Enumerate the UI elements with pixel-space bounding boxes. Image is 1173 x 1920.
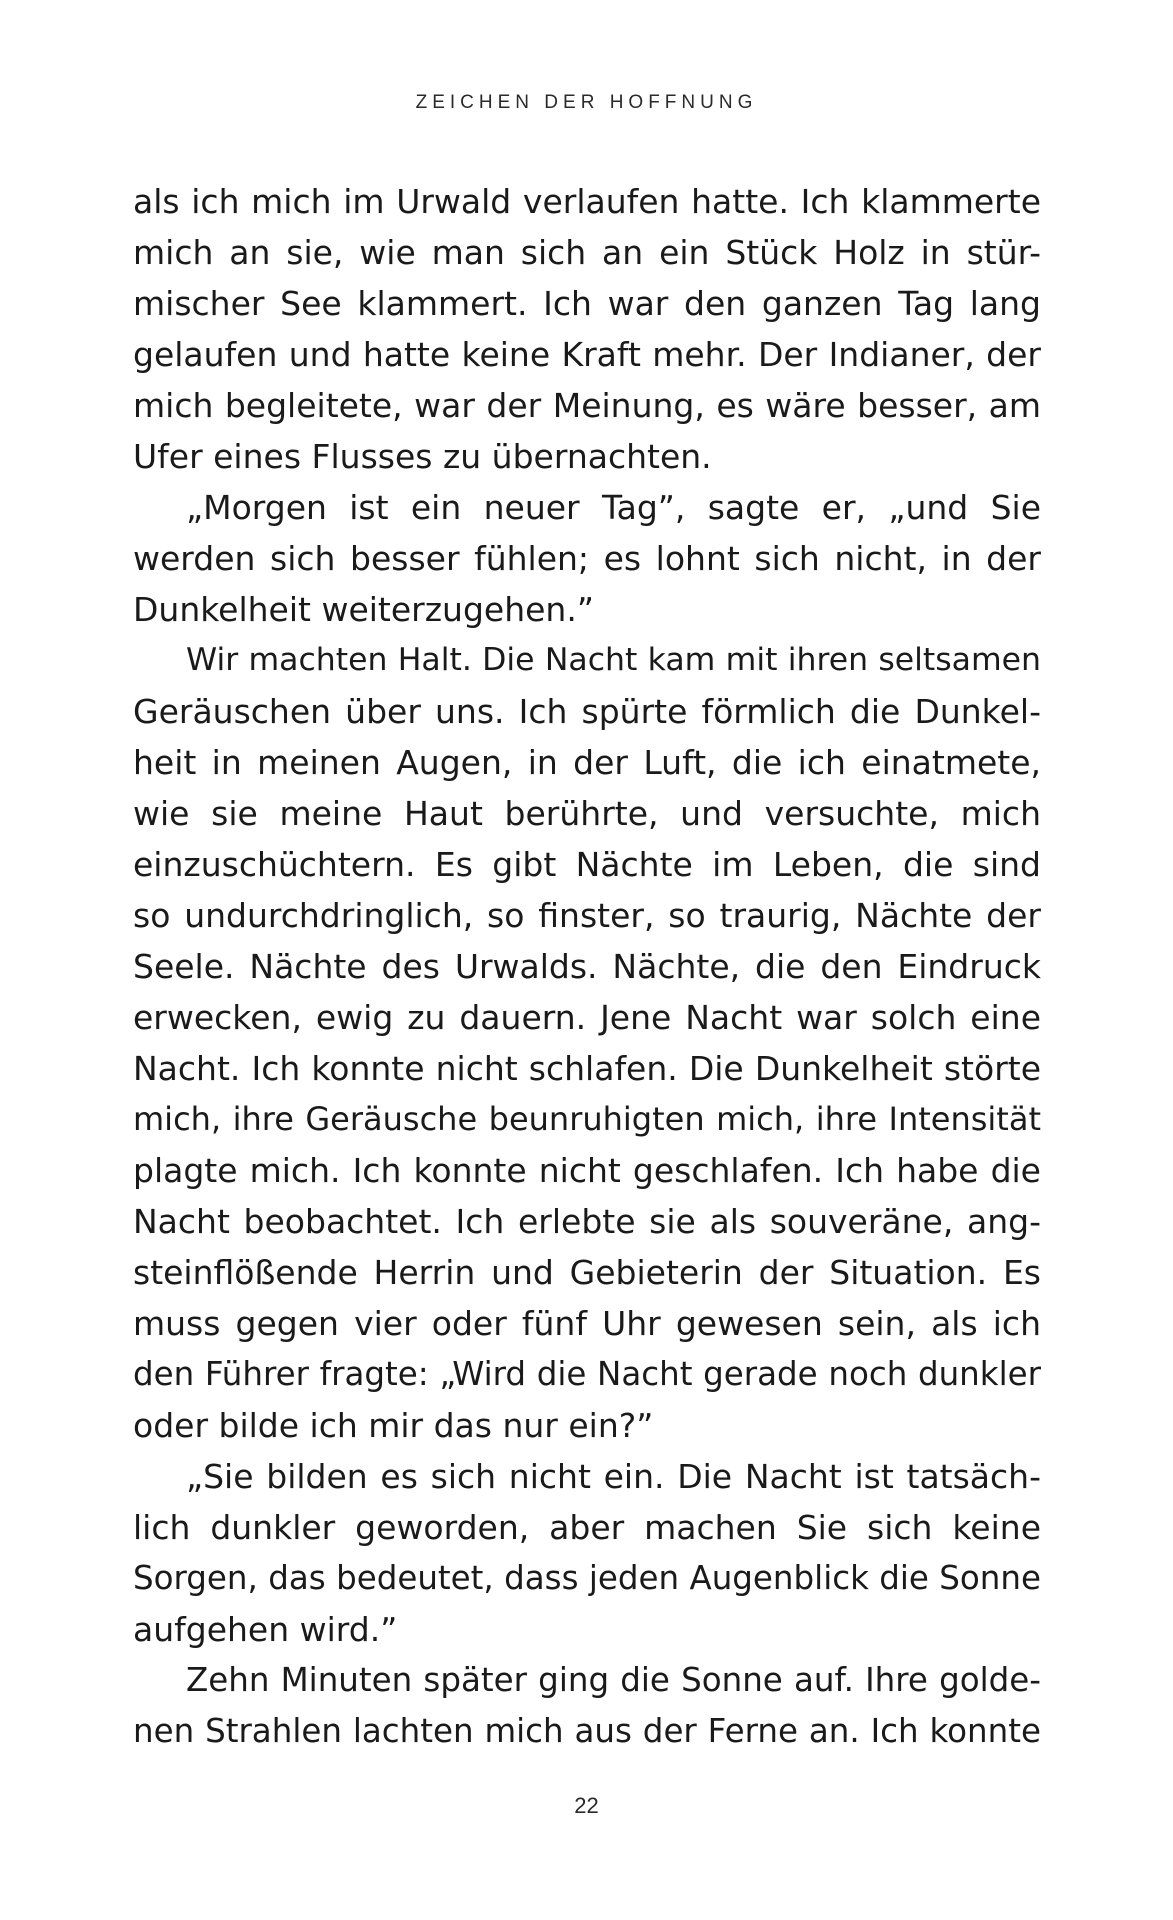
text-line: den Führer fragte: „Wird die Nacht gerade noch dunkler (133, 1355, 1041, 1393)
text-line: muss gegen vier oder fünf Uhr gewesen sein, als ich (133, 1304, 1041, 1343)
text-line: Geräuschen über uns. Ich spürte förmlich die Dunkel- (133, 692, 1041, 731)
text-line: Zehn Minuten später ging die Sonne auf. Ihre golde- (186, 1661, 1041, 1699)
text-line: lich dunkler geworden, aber machen Sie sich keine (133, 1508, 1041, 1547)
text-line: Dunkelheit weiterzugehen.” (133, 590, 594, 629)
text-line: werden sich besser fühlen; es lohnt sich nicht, in der (133, 539, 1041, 578)
text-line: Nacht. Ich konnte nicht schlafen. Die Dunkelheit störte (133, 1049, 1041, 1088)
text-line: mich, ihre Geräusche beunruhigten mich, ihre Intensität (133, 1100, 1041, 1138)
text-line: mich an sie, wie man sich an ein Stück Holz in stür- (133, 233, 1041, 272)
text-line: wie sie meine Haut berührte, und versuchte, mich (133, 794, 1041, 833)
text-line: einzuschüchtern. Es gibt Nächte im Leben, die sind (133, 845, 1041, 884)
text-line: nen Strahlen lachten mich aus der Ferne an. Ich konnte (133, 1712, 1041, 1750)
text-line: erwecken, ewig zu dauern. Jene Nacht war solch eine (133, 998, 1041, 1037)
text-line: gelaufen und hatte keine Kraft mehr. Der Indianer, der (133, 335, 1041, 374)
page-number: 22 (574, 1793, 599, 1818)
text-line: „Morgen ist ein neuer Tag”, sagte er, „und Sie (186, 488, 1041, 527)
text-line: Seele. Nächte des Urwalds. Nächte, die den Eindruck (133, 947, 1041, 986)
text-line: mich begleitete, war der Meinung, es wäre besser, am (133, 386, 1041, 425)
text-line: als ich mich im Urwald verlaufen hatte. Ich klammerte (133, 182, 1041, 221)
body-text (133, 176, 1041, 1757)
text-line: oder bilde ich mir das nur ein?” (133, 1406, 654, 1445)
text-line: Nacht beobachtet. Ich erlebte sie als souveräne, ang- (133, 1202, 1041, 1241)
running-header: ZEICHEN DER HOFFNUNG (415, 92, 758, 113)
text-line: aufgehen wird.” (133, 1610, 398, 1649)
text-line: Wir machten Halt. Die Nacht kam mit ihren seltsamen (186, 642, 1041, 678)
text-line: mischer See klammert. Ich war den ganzen Tag lang (133, 284, 1041, 323)
text-line: „Sie bilden es sich nicht ein. Die Nacht ist tatsäch- (186, 1457, 1041, 1496)
text-line: heit in meinen Augen, in der Luft, die ich einatmete, (133, 743, 1041, 782)
text-line: Ufer eines Flusses zu übernachten. (133, 437, 712, 476)
text-line: plagte mich. Ich konnte nicht geschlafen. Ich habe die (133, 1151, 1041, 1190)
text-line: Sorgen, das bedeutet, dass jeden Augenblick die Sonne (133, 1559, 1041, 1597)
text-line: steinflößende Herrin und Gebieterin der Situation. Es (133, 1253, 1041, 1292)
text-line: so undurchdringlich, so finster, so traurig, Nächte der (133, 896, 1041, 935)
